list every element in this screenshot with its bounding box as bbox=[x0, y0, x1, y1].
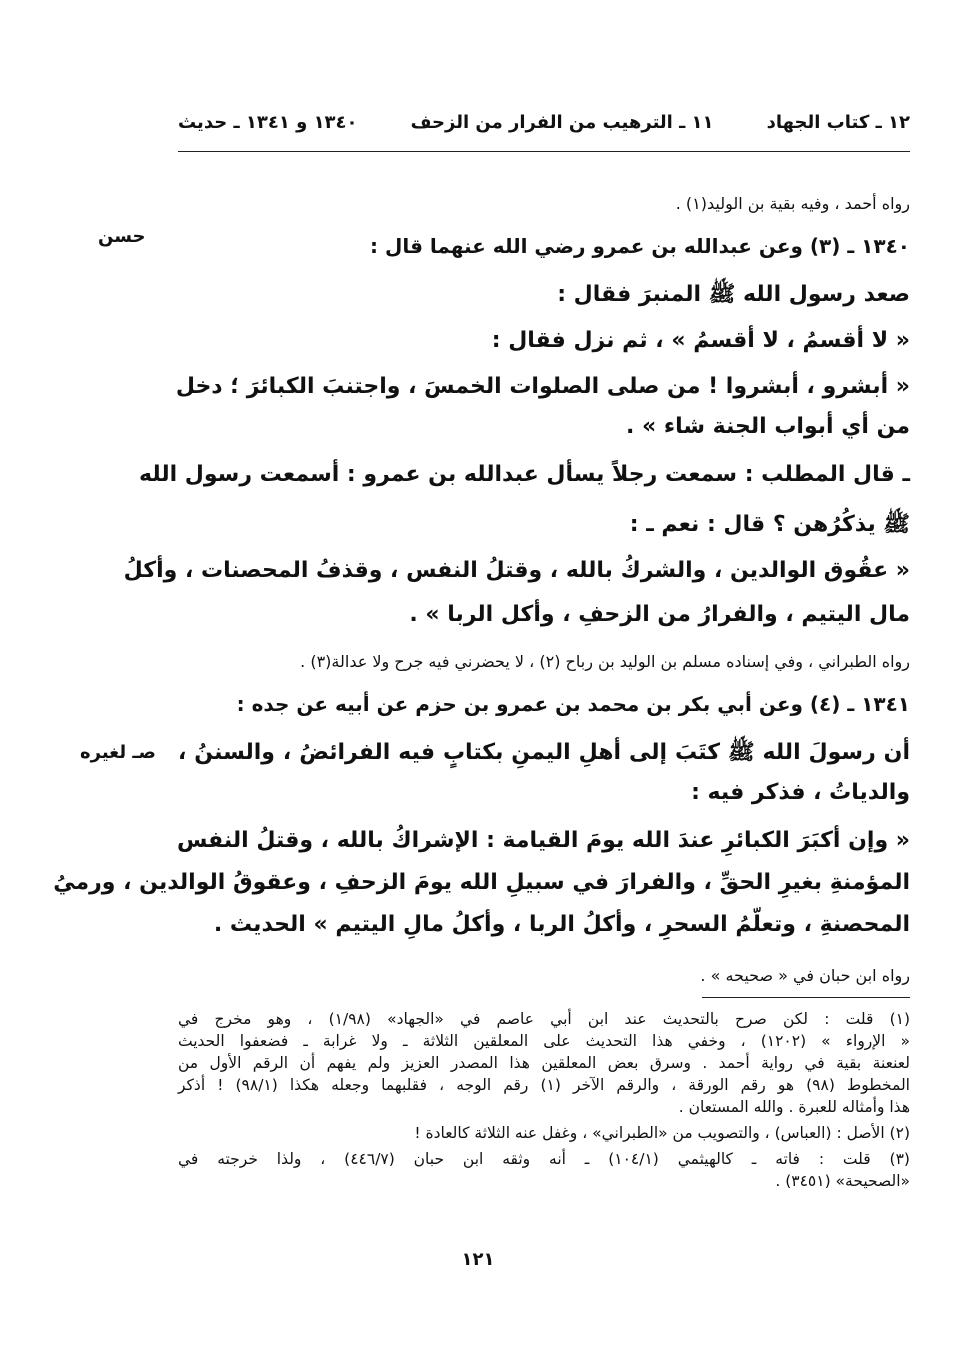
text-line: رواه أحمد ، وفيه بقية بن الوليد(١) . bbox=[675, 194, 910, 213]
hadith-heading-1340: ١٣٤٠ ـ (٣) وعن عبدالله بن عمرو رضي الله عنهما قال : bbox=[370, 234, 910, 258]
footnote-line: هذا وأمثاله للعبرة . والله المستعان . bbox=[678, 1098, 910, 1116]
text-line: المحصنةِ ، وتعلّمُ السحرِ ، وأكلُ الربا ، وأكلُ مالِ اليتيم » الحديث . bbox=[213, 912, 910, 937]
text-line: « أبشرو ، أبشروا ! من صلى الصلوات الخمسَ ، واجتنبَ الكبائرَ ؛ دخل bbox=[175, 374, 910, 399]
text-line: « وإن أكبَرَ الكبائرِ عندَ الله يومَ القيامة : الإشراكُ بالله ، وقتلُ النفس bbox=[176, 828, 910, 853]
text-line: المؤمنةِ بغيرِ الحقِّ ، والفرارَ في سبيلِ الله يومَ الزحفِ ، وعقوقُ الوالدين ، ورميُ bbox=[53, 870, 910, 895]
text-line: مال اليتيم ، والفرارُ من الزحفِ ، وأكل الربا » . bbox=[409, 602, 910, 627]
grade-note-1340: حسن bbox=[98, 226, 146, 247]
text-line: والدياتُ ، فذكر فيه : bbox=[691, 780, 910, 805]
source-note: رواه الطبراني ، وفي إسناده مسلم بن الوليد بن رباح (٢) ، لا يحضرني فيه جرح ولا عدالة(٣) . bbox=[300, 652, 910, 671]
footnote-line: (١) قلت : لكن صرح بالتحديث عند ابن أبي عاصم في «الجهاد» (١/٩٨) ، وهو مخرج في bbox=[178, 1010, 911, 1028]
header-hadith-range: ١٣٤٠ و ١٣٤١ ـ حديث bbox=[178, 111, 358, 133]
text-line: « عقُوق الوالدين ، والشركُ بالله ، وقتلُ النفس ، وقذفُ المحصنات ، وأكلُ bbox=[123, 558, 910, 583]
footnote-line: « الإرواء » (١٢٠٢) ، وخفي هذا التحديث على المعلقين الثلاثة ـ ولا غرابة ـ فضعفوا الحديث bbox=[178, 1032, 910, 1050]
footnote-line: المخطوط (٩٨) هو رقم الورقة ، والرقم الآخر (١) رقم الوجه ، فقلبهما وجعله هكذا (٩٨/١) ! أذكر bbox=[178, 1076, 910, 1094]
footnote-line: «الصحيحة» (٣٤٥١) . bbox=[775, 1172, 910, 1190]
grade-note-1341: صـ لغيره bbox=[80, 742, 156, 763]
header-chapter-title: ١١ ـ الترهيب من الفرار من الزحف bbox=[410, 111, 714, 133]
footnote-line: (٣) قلت : فاته ـ كالهيثمي (١٠٤/١) ـ أنه وثقه ابن حبان (٤٤٦/٧) ، ولذا خرجته في bbox=[178, 1150, 910, 1168]
text-line: « لا أقسمُ ، لا أقسمُ » ، ثم نزل فقال : bbox=[491, 328, 910, 353]
footnote-line: لعنعنة بقية في رواية أحمد . وسرق بعض المعلقين هذا المصدر العزيز ولم يفهم أن الرقم الأول من bbox=[178, 1054, 910, 1072]
text-line: أن رسولَ الله ﷺ كتَبَ إلى أهلِ اليمنِ بكتابٍ فيه الفرائضُ ، والسننُ ، bbox=[178, 740, 910, 765]
text-line: من أي أبواب الجنة شاء » . bbox=[625, 414, 910, 439]
text-line: ﷺ يذكُرُهن ؟ قال : نعم ـ : bbox=[629, 512, 910, 537]
header-rule bbox=[178, 151, 910, 152]
text-line: صعد رسول الله ﷺ المنبرَ فقال : bbox=[557, 282, 910, 307]
footnote-rule bbox=[702, 997, 910, 998]
header-book-title: ١٢ ـ كتاب الجهاد bbox=[766, 111, 910, 133]
text-line: ـ قال المطلب : سمعت رجلاً يسأل عبدالله بن عمرو : أسمعت رسول الله bbox=[139, 462, 910, 487]
hadith-heading-1341: ١٣٤١ ـ (٤) وعن أبي بكر بن محمد بن عمرو بن حزم عن أبيه عن جده : bbox=[236, 692, 910, 716]
source-note: رواه ابن حبان في « صحيحه » . bbox=[700, 966, 910, 985]
running-header bbox=[178, 105, 910, 139]
page-number: ١٢١ bbox=[461, 1249, 495, 1270]
footnote-line: (٢) الأصل : (العباس) ، والتصويب من «الطبراني» ، وغفل عنه الثلاثة كالعادة ! bbox=[414, 1124, 910, 1142]
